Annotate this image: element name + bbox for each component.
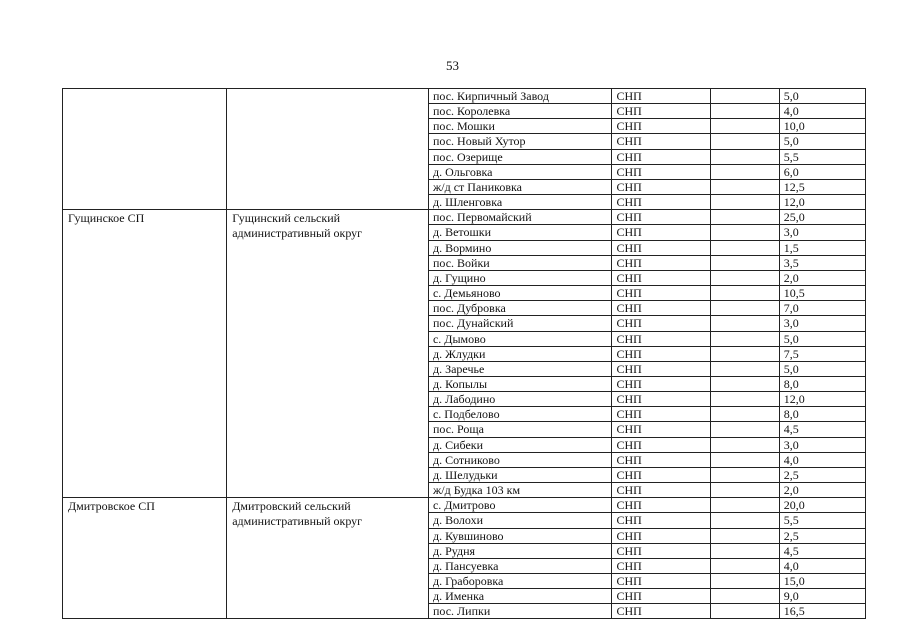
empty-cell xyxy=(710,255,779,270)
value-cell: 5,5 xyxy=(779,513,865,528)
empty-cell xyxy=(710,422,779,437)
empty-cell xyxy=(710,316,779,331)
settlement-name-cell: пос. Войки xyxy=(428,255,612,270)
value-cell: 15,0 xyxy=(779,574,865,589)
value-cell: 12,0 xyxy=(779,392,865,407)
settlement-type-cell: СНП xyxy=(612,270,710,285)
settlement-name-cell: д. Кувшиново xyxy=(428,528,612,543)
settlement-type-cell: СНП xyxy=(612,422,710,437)
value-cell: 20,0 xyxy=(779,498,865,513)
settlement-type-cell: СНП xyxy=(612,149,710,164)
settlement-name-cell: д. Волохи xyxy=(428,513,612,528)
settlement-type-cell: СНП xyxy=(612,286,710,301)
value-cell: 9,0 xyxy=(779,589,865,604)
settlement-name-cell: с. Подбелово xyxy=(428,407,612,422)
settlement-name-cell: д. Жлудки xyxy=(428,346,612,361)
empty-cell xyxy=(710,119,779,134)
empty-cell xyxy=(710,240,779,255)
settlement-type-cell: СНП xyxy=(612,483,710,498)
settlement-name-cell: пос. Озерище xyxy=(428,149,612,164)
empty-cell xyxy=(710,558,779,573)
settlement-name-cell: ж/д Будка 103 км xyxy=(428,483,612,498)
district-cell: Гущинский сельский административный округ xyxy=(227,210,429,498)
empty-cell xyxy=(710,407,779,422)
settlement-name-cell: д. Пансуевка xyxy=(428,558,612,573)
value-cell: 2,5 xyxy=(779,528,865,543)
settlement-type-cell: СНП xyxy=(612,392,710,407)
settlement-name-cell: ж/д ст Паниковка xyxy=(428,179,612,194)
settlement-type-cell: СНП xyxy=(612,316,710,331)
settlement-type-cell: СНП xyxy=(612,346,710,361)
settlement-type-cell: СНП xyxy=(612,513,710,528)
empty-cell xyxy=(710,513,779,528)
settlement-type-cell: СНП xyxy=(612,604,710,619)
empty-cell xyxy=(710,574,779,589)
empty-cell xyxy=(710,437,779,452)
value-cell: 5,0 xyxy=(779,361,865,376)
settlement-name-cell: с. Дымово xyxy=(428,331,612,346)
settlement-name-cell: пос. Мошки xyxy=(428,119,612,134)
empty-cell xyxy=(710,543,779,558)
empty-cell xyxy=(710,589,779,604)
empty-cell xyxy=(710,210,779,225)
table-row xyxy=(63,89,866,104)
value-cell: 12,0 xyxy=(779,195,865,210)
empty-cell xyxy=(710,195,779,210)
settlement-type-cell: СНП xyxy=(612,498,710,513)
value-cell: 3,0 xyxy=(779,316,865,331)
settlement-name-cell: пос. Королевка xyxy=(428,104,612,119)
settlement-type-cell: СНП xyxy=(612,89,710,104)
settlement-type-cell: СНП xyxy=(612,467,710,482)
empty-cell xyxy=(710,467,779,482)
value-cell: 8,0 xyxy=(779,376,865,391)
settlement-type-cell: СНП xyxy=(612,407,710,422)
settlement-type-cell: СНП xyxy=(612,301,710,316)
settlement-type-cell: СНП xyxy=(612,104,710,119)
empty-cell xyxy=(710,498,779,513)
empty-cell xyxy=(710,134,779,149)
settlement-type-cell: СНП xyxy=(612,528,710,543)
settlement-name-cell: д. Копылы xyxy=(428,376,612,391)
settlement-type-cell: СНП xyxy=(612,195,710,210)
empty-cell xyxy=(710,286,779,301)
empty-cell xyxy=(710,225,779,240)
settlement-type-cell: СНП xyxy=(612,543,710,558)
value-cell: 3,0 xyxy=(779,437,865,452)
settlement-type-cell: СНП xyxy=(612,255,710,270)
settlement-type-cell: СНП xyxy=(612,331,710,346)
value-cell: 4,0 xyxy=(779,558,865,573)
empty-cell xyxy=(710,346,779,361)
district-cell xyxy=(227,89,429,210)
settlement-type-cell: СНП xyxy=(612,164,710,179)
settlement-type-cell: СНП xyxy=(612,119,710,134)
settlement-name-cell: д. Именка xyxy=(428,589,612,604)
settlement-name-cell: пос. Новый Хутор xyxy=(428,134,612,149)
value-cell: 6,0 xyxy=(779,164,865,179)
value-cell: 4,5 xyxy=(779,543,865,558)
value-cell: 2,0 xyxy=(779,270,865,285)
settlement-name-cell: д. Ольговка xyxy=(428,164,612,179)
settlement-name-cell: с. Дмитрово xyxy=(428,498,612,513)
settlement-name-cell: пос. Кирпичный Завод xyxy=(428,89,612,104)
value-cell: 12,5 xyxy=(779,179,865,194)
table-row xyxy=(63,498,866,513)
settlement-name-cell: д. Шленговка xyxy=(428,195,612,210)
value-cell: 3,5 xyxy=(779,255,865,270)
settlement-type-cell: СНП xyxy=(612,574,710,589)
settlement-type-cell: СНП xyxy=(612,240,710,255)
settlement-type-cell: СНП xyxy=(612,558,710,573)
value-cell: 10,0 xyxy=(779,119,865,134)
empty-cell xyxy=(710,164,779,179)
settlement-type-cell: СНП xyxy=(612,376,710,391)
settlement-name-cell: д. Лабодино xyxy=(428,392,612,407)
settlement-type-cell: СНП xyxy=(612,134,710,149)
value-cell: 1,5 xyxy=(779,240,865,255)
value-cell: 7,0 xyxy=(779,301,865,316)
empty-cell xyxy=(710,89,779,104)
empty-cell xyxy=(710,270,779,285)
empty-cell xyxy=(710,301,779,316)
settlement-name-cell: д. Сибеки xyxy=(428,437,612,452)
empty-cell xyxy=(710,528,779,543)
table-body xyxy=(63,89,866,619)
empty-cell xyxy=(710,104,779,119)
value-cell: 25,0 xyxy=(779,210,865,225)
settlement-name-cell: пос. Роща xyxy=(428,422,612,437)
settlement-type-cell: СНП xyxy=(612,361,710,376)
sp-cell xyxy=(63,89,227,210)
settlement-type-cell: СНП xyxy=(612,210,710,225)
settlement-name-cell: д. Гущино xyxy=(428,270,612,285)
empty-cell xyxy=(710,452,779,467)
settlements-table xyxy=(62,88,866,619)
settlement-name-cell: д. Заречье xyxy=(428,361,612,376)
value-cell: 4,0 xyxy=(779,452,865,467)
settlement-type-cell: СНП xyxy=(612,452,710,467)
value-cell: 2,5 xyxy=(779,467,865,482)
table-row xyxy=(63,210,866,225)
settlement-type-cell: СНП xyxy=(612,179,710,194)
settlement-name-cell: д. Ветошки xyxy=(428,225,612,240)
empty-cell xyxy=(710,392,779,407)
settlement-name-cell: пос. Дунайский xyxy=(428,316,612,331)
settlement-name-cell: д. Граборовка xyxy=(428,574,612,589)
empty-cell xyxy=(710,149,779,164)
settlement-name-cell: пос. Первомайский xyxy=(428,210,612,225)
sp-cell: Гущинское СП xyxy=(63,210,227,498)
empty-cell xyxy=(710,604,779,619)
value-cell: 5,0 xyxy=(779,89,865,104)
value-cell: 10,5 xyxy=(779,286,865,301)
value-cell: 3,0 xyxy=(779,225,865,240)
settlement-name-cell: д. Вормино xyxy=(428,240,612,255)
settlement-type-cell: СНП xyxy=(612,437,710,452)
empty-cell xyxy=(710,179,779,194)
value-cell: 8,0 xyxy=(779,407,865,422)
value-cell: 5,5 xyxy=(779,149,865,164)
settlement-type-cell: СНП xyxy=(612,225,710,240)
settlement-name-cell: пос. Липки xyxy=(428,604,612,619)
empty-cell xyxy=(710,361,779,376)
sp-cell: Дмитровское СП xyxy=(63,498,227,619)
empty-cell xyxy=(710,376,779,391)
settlement-type-cell: СНП xyxy=(612,589,710,604)
value-cell: 5,0 xyxy=(779,331,865,346)
page-number: 53 xyxy=(446,58,459,73)
value-cell: 4,0 xyxy=(779,104,865,119)
settlement-name-cell: пос. Дубровка xyxy=(428,301,612,316)
settlement-name-cell: д. Рудня xyxy=(428,543,612,558)
value-cell: 2,0 xyxy=(779,483,865,498)
district-cell: Дмитровский сельский административный округ xyxy=(227,498,429,619)
settlement-name-cell: с. Демьяново xyxy=(428,286,612,301)
empty-cell xyxy=(710,331,779,346)
settlement-name-cell: д. Шелудьки xyxy=(428,467,612,482)
value-cell: 4,5 xyxy=(779,422,865,437)
value-cell: 16,5 xyxy=(779,604,865,619)
value-cell: 5,0 xyxy=(779,134,865,149)
value-cell: 7,5 xyxy=(779,346,865,361)
empty-cell xyxy=(710,483,779,498)
settlement-name-cell: д. Сотниково xyxy=(428,452,612,467)
